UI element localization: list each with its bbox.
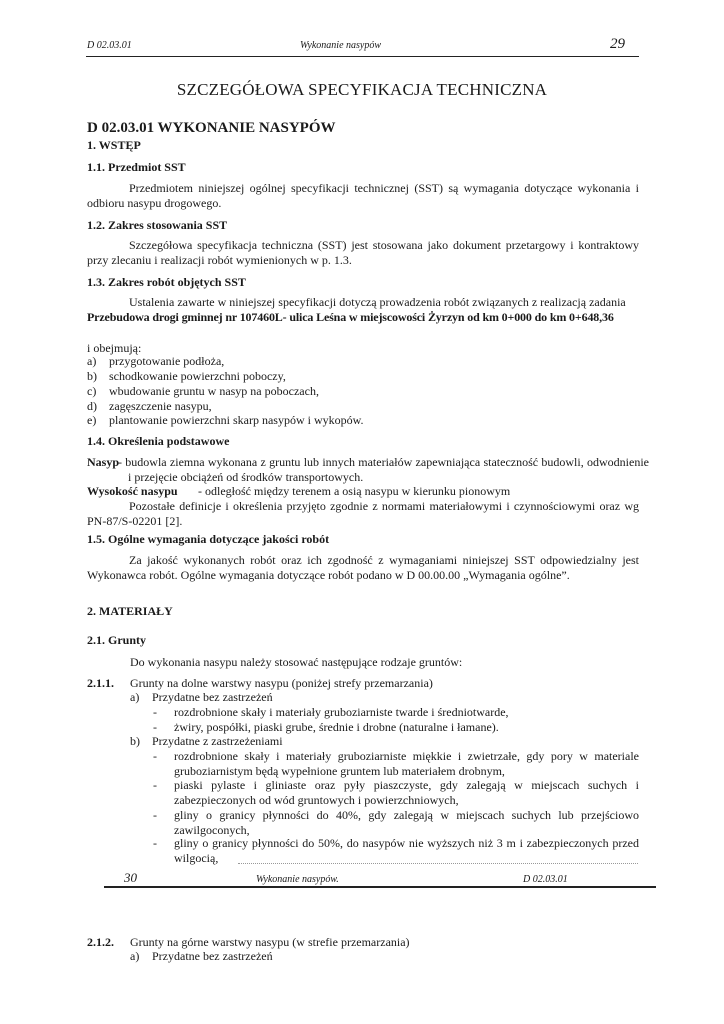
section-1-4-other-definitions: Pozostałe definicje i określenia przyjęto zgodnie z normami materiałowymi i czynnościowymi oraz wg PN-87/S-02201 [2].	[87, 499, 639, 528]
header-rule	[86, 56, 639, 57]
section-1-3-intro: i obejmują:	[87, 341, 142, 355]
section-2-1-intro: Do wykonania nasypu należy stosować następujące rodzaje gruntów:	[130, 655, 463, 669]
group-a-item: żwiry, pospółki, piaski grube, średnie i drobne (naturalne i łamane).	[174, 720, 499, 734]
section-2-1-2-title: Grunty na górne warstwy nasypu (w strefie przemarzania)	[130, 935, 410, 949]
scope-item: przygotowanie podłoża,	[109, 354, 225, 368]
section-1-2-heading: 1.2. Zakres stosowania SST	[87, 218, 228, 232]
section-1-heading: 1. WSTĘP	[87, 138, 141, 152]
group-2-1-2-a-label: a)	[130, 949, 140, 963]
section-1-3-project: Przebudowa drogi gminnej nr 107460L- ulica Leśna w miejscowości Żyrzyn od km 0+000 do km 0+648,36	[87, 310, 614, 324]
section-1-1-text: Przedmiotem niniejszej ogólnej specyfikacji technicznej (SST) są wymagania dotyczące wykonania i odbioru nasypu drogowego.	[87, 181, 639, 210]
scope-item-label: b)	[87, 369, 97, 383]
term-wysokosc-nasypu: Wysokość nasypu	[87, 484, 178, 498]
term-nasyp-definition: - budowla ziemna wykonana z gruntu lub innych materiałów zapewniająca stateczność budowli, odwodnienie i przejęcie obciążeń od środków transportowych.	[118, 455, 649, 484]
section-2-1-2-number: 2.1.2.	[87, 935, 114, 949]
clipped-text-remnant	[238, 863, 638, 866]
section-1-4-heading: 1.4. Określenia podstawowe	[87, 434, 230, 448]
term-nasyp: Nasyp	[87, 455, 120, 469]
footer-doc-code: D 02.03.01	[523, 874, 568, 885]
bullet-dash: -	[153, 778, 157, 792]
group-2-1-2-a-title: Przydatne bez zastrzeżeń	[152, 949, 273, 963]
group-b-item: gliny o granicy płynności do 40%, gdy zalegają w miejscach suchych lub przejściowo zawilgoconych,	[174, 808, 639, 837]
header-doc-title: Wykonanie nasypów	[300, 40, 382, 51]
scope-item-label: c)	[87, 384, 97, 398]
group-b-title: Przydatne z zastrzeżeniami	[152, 734, 283, 748]
bullet-dash: -	[153, 808, 157, 822]
group-b-label: b)	[130, 734, 140, 748]
main-heading: D 02.03.01 WYKONANIE NASYPÓW	[87, 120, 336, 136]
term-wysokosc-definition: - odległość między terenem a osią nasypu w kierunku pionowym	[198, 484, 511, 498]
footer-rule	[104, 886, 656, 888]
group-b-item: gliny o granicy płynności do 50%, do nasypów nie wyższych niż 3 m i zabezpieczonych przed wilgocią,	[174, 836, 639, 865]
footer-page-number: 30	[124, 870, 137, 885]
footer-doc-title: Wykonanie nasypów.	[256, 874, 339, 885]
scope-item-label: a)	[87, 354, 97, 368]
bullet-dash: -	[153, 749, 157, 763]
section-1-3-line1: Ustalenia zawarte w niniejszej specyfikacji dotyczą prowadzenia robót związanych z realizacją zadania	[129, 295, 626, 309]
group-a-item: rozdrobnione skały i materiały gruboziarniste twarde i średniotwarde,	[174, 705, 509, 719]
section-2-1-1-number: 2.1.1.	[87, 676, 114, 690]
scope-item: zagęszczenie nasypu,	[109, 399, 212, 413]
scope-item: schodkowanie powierzchni poboczy,	[109, 369, 286, 383]
bullet-dash: -	[153, 705, 157, 719]
section-1-1-heading: 1.1. Przedmiot SST	[87, 160, 186, 174]
scope-item-label: d)	[87, 399, 97, 413]
section-2-heading: 2. MATERIAŁY	[87, 604, 173, 618]
section-1-5-text: Za jakość wykonanych robót oraz ich zgodność z wymaganiami niniejszej SST odpowiedzialny jest Wykonawca robót. Ogólne wymagania dotyczące robót podano w D 00.00.00 „Wymagania ogólne”.	[87, 553, 639, 582]
scope-item: wbudowanie gruntu w nasyp na poboczach,	[109, 384, 319, 398]
bullet-dash: -	[153, 720, 157, 734]
section-1-2-text: Szczegółowa specyfikacja techniczna (SST) jest stosowana jako dokument przetargowy i kontraktowy przy zlecaniu i realizacji robót wymienionych w p. 1.3.	[87, 238, 639, 267]
scope-item: plantowanie powierzchni skarp nasypów i wykopów.	[109, 413, 364, 427]
group-b-item: piaski pylaste i gliniaste oraz pyły piaszczyste, gdy zalegają w miejscach suchych i zabezpieczonych od wód gruntowych i powierzchniowych,	[174, 778, 639, 807]
group-b-item: rozdrobnione skały i materiały gruboziarniste miękkie i zwietrzałe, gdy pory w materiale gruboziarnistym będą wypełnione gruntem lub materiałem drobnym,	[174, 749, 639, 778]
section-2-1-1-title: Grunty na dolne warstwy nasypu (poniżej strefy przemarzania)	[130, 676, 433, 690]
scope-item-label: e)	[87, 413, 97, 427]
section-2-1-heading: 2.1. Grunty	[87, 633, 147, 647]
bullet-dash: -	[153, 836, 157, 850]
document-title: SZCZEGÓŁOWA SPECYFIKACJA TECHNICZNA	[176, 80, 548, 99]
header-doc-code: D 02.03.01	[87, 40, 132, 51]
group-a-title: Przydatne bez zastrzeżeń	[152, 690, 273, 704]
group-a-label: a)	[130, 690, 140, 704]
header-page-number: 29	[610, 36, 625, 52]
section-1-5-heading: 1.5. Ogólne wymagania dotyczące jakości robót	[87, 532, 330, 546]
section-1-3-heading: 1.3. Zakres robót objętych SST	[87, 275, 246, 289]
